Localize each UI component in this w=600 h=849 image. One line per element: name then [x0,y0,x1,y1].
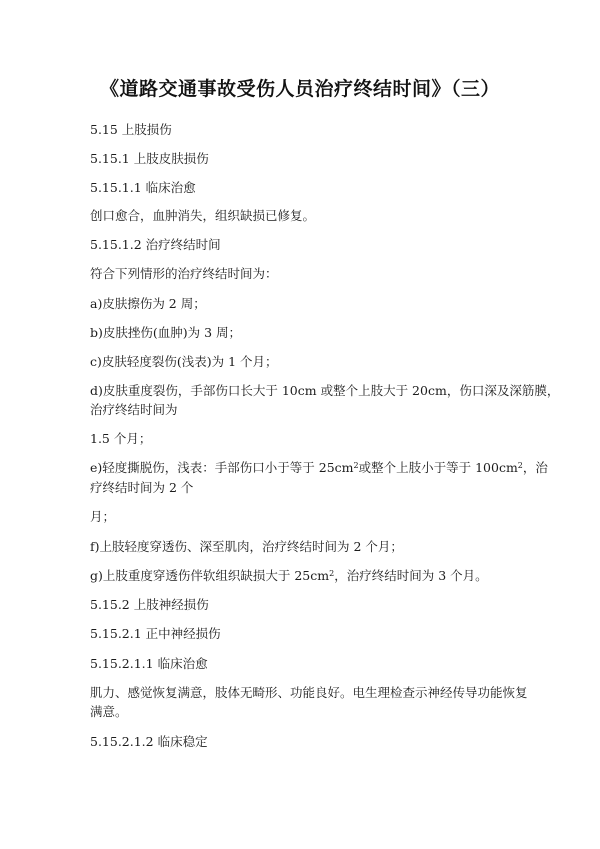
list-item-continuation: 1.5 个月； [90,431,152,446]
subsection-heading: 5.15.1.2 治疗终结时间 [90,237,221,252]
list-item [90,566,530,586]
superscript: 2 [517,461,523,470]
superscript: 2 [329,569,335,578]
paragraph: 创口愈合，血肿消失，组织缺损已修复。 [90,208,316,223]
list-item-continuation: 月； [90,509,116,524]
list-item: b)皮肤挫伤(血肿)为 3 周； [90,325,242,340]
paragraph-continuation: 满意。 [90,704,128,719]
list-item: d)皮肤重度裂伤，手部伤口长大于 10cm 或整个上肢大于 20cm，伤口深及深筋膜， [90,383,560,398]
text-span: g)上肢重度穿透伤伴软组织缺损大于 25cm [90,568,330,583]
paragraph: 肌力、感觉恢复满意，肢体无畸形、功能良好。电生理检查示神经传导功能恢复 [90,685,528,700]
list-item-continuation: 治疗终结时间为 [90,402,178,417]
text-span: ，治 [522,460,548,475]
list-item: f)上肢轻度穿透伤、深至肌肉，治疗终结时间为 2 个月； [90,539,403,554]
section-heading: 5.15 上肢损伤 [90,122,172,137]
subsection-heading: 5.15.1.1 临床治愈 [90,180,196,195]
text-span: e)轻度撕脱伤，浅表：手部伤口小于等于 25cm [90,460,354,475]
subsection-heading: 5.15.1 上肢皮肤损伤 [90,151,209,166]
paragraph: 符合下列情形的治疗终结时间为： [90,266,278,281]
list-item [90,458,548,478]
subsection-heading: 5.15.2 上肢神经损伤 [90,597,209,612]
subsection-heading: 5.15.2.1.2 临床稳定 [90,734,208,749]
list-item-continuation: 疗终结时间为 2 个 [90,480,194,495]
subsection-heading: 5.15.2.1 正中神经损伤 [90,626,221,641]
document-title: 《道路交通事故受伤人员治疗终结时间》（三） [99,78,500,100]
superscript: 2 [353,461,359,470]
list-item: a)皮肤擦伤为 2 周； [90,296,206,311]
text-span: 或整个上肢小于等于 100cm [358,460,518,475]
text-span: ，治疗终结时间为 3 个月。 [334,568,488,583]
subsection-heading: 5.15.2.1.1 临床治愈 [90,656,208,671]
list-item: c)皮肤轻度裂伤(浅表)为 1 个月； [90,354,278,369]
